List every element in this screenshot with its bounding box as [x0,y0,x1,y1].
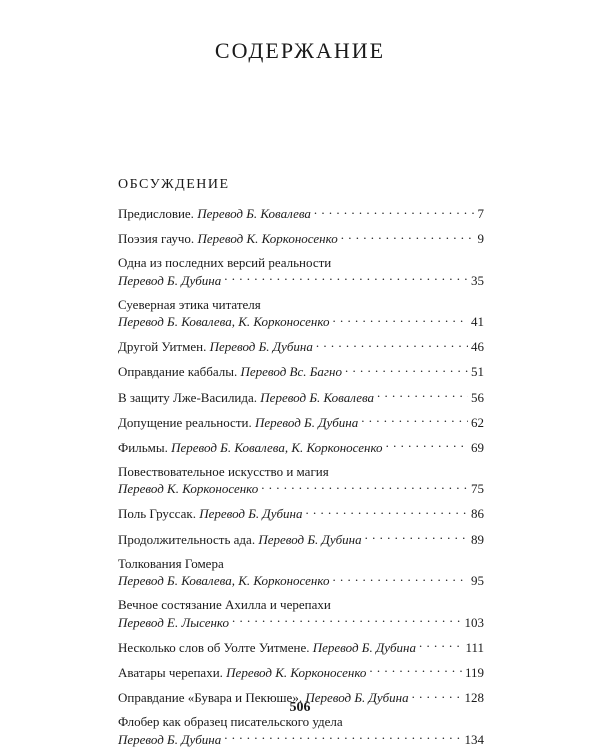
dot-leader [224,272,468,285]
entry-page: 95 [471,573,484,589]
dot-leader [305,505,468,518]
entry-title: В защиту Лже-Василида. [118,389,258,405]
entry-page: 56 [471,389,484,405]
entry-title: Допущение реальности. [118,414,252,430]
toc-entry [118,297,484,331]
dot-leader [345,363,468,376]
entry-title: Толкования Гомера [118,555,224,571]
entry-translator: Перевод Б. Дубина [305,690,409,705]
entry-page: 119 [464,664,484,680]
entry-title: Вечное состязание Ахилла и черепахи [118,597,331,613]
dot-leader [261,480,468,493]
entry-title: Повествовательное искусство и магия [118,463,329,479]
entry-title: Оправдание «Бувара и Пекюше». [118,690,303,705]
page-number: 506 [289,700,311,715]
entry-page: 46 [471,339,484,355]
page-title: СОДЕРЖАНИЕ [214,38,386,63]
entry-translator: Перевод Б. Дубина [312,639,417,655]
entry-translator: Перевод Б. Дубина [209,339,313,355]
entry-title: Фильмы. [118,439,168,455]
entry-translator: Перевод Б. Дубина [199,506,303,522]
entry-page: 111 [465,639,484,655]
table-of-contents [118,205,484,756]
toc-entry [118,639,484,657]
entry-page: 7 [477,206,484,221]
toc-entry [118,597,484,631]
toc-entry [118,464,484,498]
toc-entry [118,414,484,432]
toc-entry [118,714,484,748]
entry-page: 35 [471,272,484,288]
entry-page: 62 [471,414,484,430]
dot-leader [341,230,475,243]
dot-leader [377,389,468,402]
entry-title: Несколько слов об Уолте Уитмене. [118,639,310,655]
entry-translator: Перевод Б. Ковалева [260,389,375,405]
entry-page: 51 [471,364,484,380]
dot-leader [314,205,475,218]
entry-translator: Перевод Б. Ковалева, К. Корконосенко [118,573,330,589]
entry-title: Аватары черепахи. [118,664,223,680]
toc-entry [118,439,484,457]
toc-entry [118,531,484,549]
dot-leader [419,639,462,652]
entry-page: 103 [464,614,484,630]
section-heading: ОБСУЖДЕНИЕ [118,177,230,192]
entry-page: 9 [477,231,484,247]
entry-translator: Перевод Е. Лысенко [118,614,230,630]
dot-leader [224,731,461,744]
entry-translator: Перевод Б. Дубина [254,414,359,430]
dot-leader [332,572,468,585]
entry-translator: Перевод К. Корконосенко [226,664,367,680]
dot-leader [332,313,468,326]
toc-entry [118,556,484,590]
entry-translator: Перевод К. Корконосенко [197,231,338,247]
toc-entry [118,205,484,223]
entry-title: Одна из последних версий реальности [118,255,332,271]
dot-leader [386,439,468,452]
toc-entry [118,664,484,682]
entry-title: Поэзия гаучо. [118,231,195,247]
dot-leader [369,664,462,677]
entry-title: Продолжительность ада. [118,531,256,547]
entry-translator: Перевод К. Корконосенко [118,481,259,497]
entry-title: Оправдание каббалы. [118,364,238,380]
toc-entry [118,363,484,381]
dot-leader [361,414,468,427]
entry-page: 69 [471,439,484,455]
toc-entry [118,255,484,289]
entry-page: 134 [464,731,484,747]
dot-leader [316,338,468,351]
entry-translator: Перевод Б. Дубина [118,272,222,288]
entry-page: 128 [464,690,484,705]
entry-title: Предисловие. [118,206,194,221]
entry-translator: Перевод Б. Ковалева, К. Корконосенко [118,314,330,330]
entry-title: Флобер как образец писательского удела [118,714,343,730]
entry-translator: Перевод Б. Ковалева, К. Корконосенко [171,439,383,455]
entry-translator: Перевод Б. Ковалева [197,206,311,221]
dot-leader [232,614,461,627]
toc-entry [118,230,484,248]
entry-title: Суеверная этика читателя [118,296,261,312]
dot-leader [365,531,468,544]
entry-title: Другой Уитмен. [118,339,207,355]
toc-entry [118,389,484,407]
entry-translator: Перевод Б. Дубина [118,731,222,747]
entry-title: Поль Груссак. [118,506,196,522]
entry-translator: Перевод Б. Дубина [258,531,362,547]
toc-entry [118,338,484,356]
entry-page: 89 [471,531,484,547]
entry-page: 86 [471,506,484,522]
entry-page: 75 [471,481,484,497]
entry-translator: Перевод Вс. Багно [240,364,342,380]
entry-page: 41 [471,314,484,330]
toc-entry [118,505,484,523]
